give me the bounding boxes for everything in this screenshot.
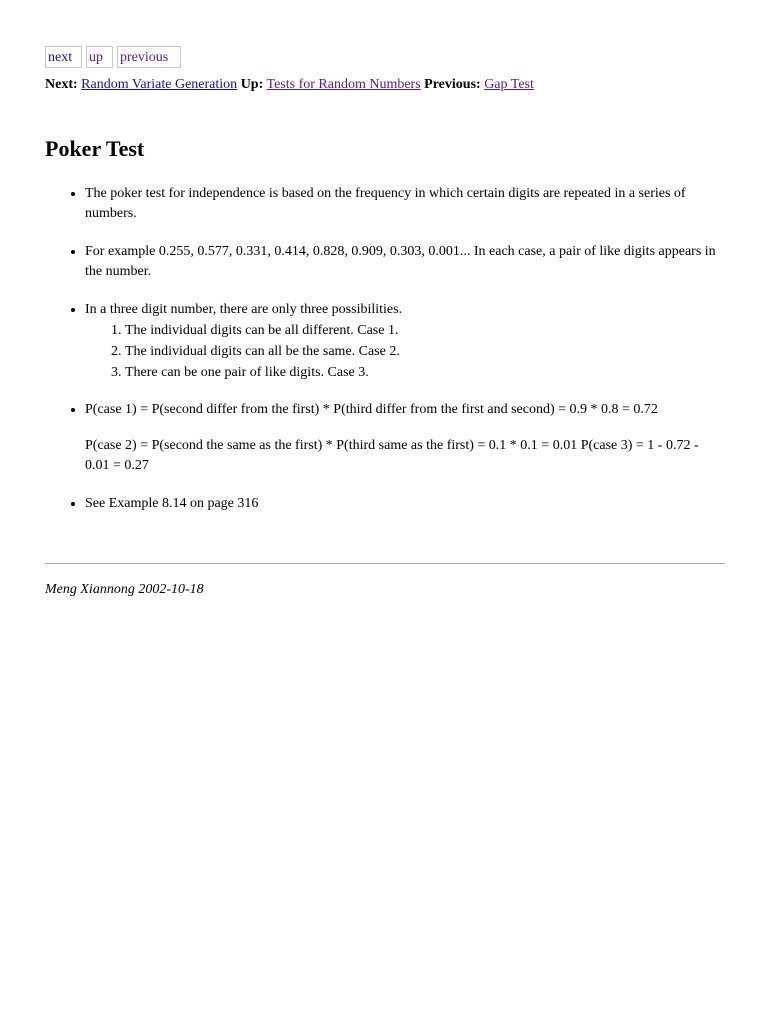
previous-link[interactable]: Gap Test (484, 77, 534, 92)
probability-paragraph: P(case 2) = P(second the same as the first) * P(third same as the first) = 0.1 * 0.1 = 0.01 P(case 3) = 1 - 0.72 - 0.01 = 0.27 (85, 438, 699, 473)
bullet-text-possibilities: In a three digit number, there are only three possibilities. (85, 302, 403, 317)
list-item (85, 400, 725, 476)
bullet-text-example: For example 0.255, 0.577, 0.331, 0.414, 0.828, 0.909, 0.303, 0.001... In each case, a pair of like digits appears in the number. (85, 244, 716, 279)
bullet-text-frequency: The poker test for independence is based on the frequency in which certain digits are repeated in a series of numbers. (85, 186, 686, 221)
content-list (45, 184, 725, 514)
footer-divider (45, 563, 725, 564)
next-label: Next: (45, 77, 78, 92)
cases-list (85, 320, 725, 383)
case-item: 2. The individual digits can all be the same. Case 2. (125, 341, 725, 362)
author-signature: Meng Xiannong 2002-10-18 (45, 582, 204, 597)
page-content (45, 46, 725, 532)
list-item (85, 242, 725, 282)
list-item (85, 184, 725, 224)
navigation-links (45, 77, 725, 93)
navigation-buttons (45, 46, 725, 70)
case-item: 3. There can be one pair of like digits. Case 3. (125, 362, 725, 383)
up-button[interactable]: up (86, 46, 113, 68)
bullet-text-case1: P(case 1) = P(second differ from the first) * P(third differ from the first and second) = 0.9 * 0.8 = 0.72 (85, 402, 658, 417)
next-button[interactable]: next (45, 46, 82, 68)
up-link[interactable]: Tests for Random Numbers (266, 77, 421, 92)
case-item: 1. The individual digits can be all different. Case 1. (125, 320, 725, 341)
next-link[interactable]: Random Variate Generation (81, 77, 238, 92)
bullet-text-see-example: See Example 8.14 on page 316 (85, 496, 259, 511)
previous-button[interactable]: previous (117, 46, 181, 68)
list-item (85, 300, 725, 383)
up-label: Up: (240, 77, 264, 92)
list-item (85, 494, 725, 514)
previous-label: Previous: (424, 77, 481, 92)
page-title: Poker Test (45, 136, 145, 161)
